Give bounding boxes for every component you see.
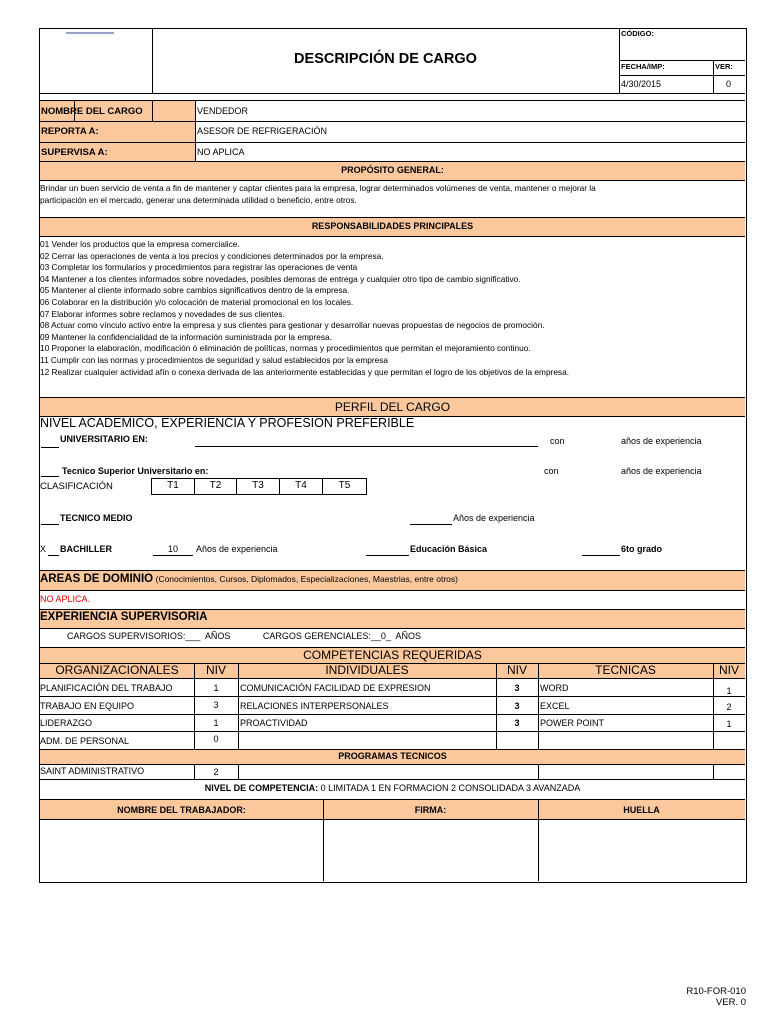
responsabilidad-item: 09 Mantener la confidencialidad de la información suministrada por la empresa. (40, 331, 332, 342)
tsu-con: con (544, 466, 559, 476)
universitario-field-line (195, 446, 538, 447)
row-line (39, 628, 745, 629)
organizacionales-header: ORGANIZACIONALES (55, 663, 179, 677)
table-row-tec-niv: 1 (726, 686, 732, 696)
huella-header: HUELLA (623, 805, 660, 815)
row-line (39, 121, 745, 122)
reporta-value: ASESOR DE REFRIGERACIÓN (197, 126, 328, 136)
tsu-anos: años de experiencia (621, 466, 702, 476)
responsabilidad-item: 02 Cerrar las operaciones de venta a los precios y condiciones determinados por la empresa. (40, 250, 384, 261)
programas-title: PROGRAMAS TECNICOS (338, 751, 447, 761)
form-code: R10-FOR-010 (686, 986, 746, 997)
areas-heading (40, 574, 458, 586)
proposito-line: Brindar un buen servicio de venta a fin de mantener y captar clientes para la empresa, lograr determinados volúmenes de venta, mantener o mejorar la (40, 183, 596, 193)
table-row-tec: EXCEL (540, 701, 570, 711)
table-row-ind-niv: 3 (514, 718, 520, 728)
table-row-org-niv: 3 (213, 700, 219, 710)
nivel-competencia-text: 0 LIMITADA 1 EN FORMACION 2 CONSOLIDADA 3 AVANZADA (320, 783, 581, 793)
table-row-org: PLANIFICACIÓN DEL TRABAJO (40, 683, 173, 693)
areas-title: AREAS DE DOMINIO (40, 573, 154, 585)
row-line (39, 819, 745, 820)
perfil-title: PERFIL DEL CARGO (334, 400, 451, 414)
header-line (619, 75, 745, 76)
row-line (39, 696, 745, 697)
reporta-label: REPORTA A: (41, 126, 99, 137)
responsabilidades-title: RESPONSABILIDADES PRINCIPALES (311, 221, 474, 231)
tecnico-medio-anos: Años de experiencia (453, 513, 535, 523)
table-row-org: TRABAJO EN EQUIPO (40, 701, 135, 711)
bachiller-years-line (153, 555, 193, 556)
bachiller-years: 10 (168, 544, 179, 554)
fecha-label: FECHA/IMP: (621, 62, 665, 71)
table-row-ind: PROACTIVIDAD (240, 718, 308, 728)
tecnicas-header: TECNICAS (595, 663, 656, 677)
nombre-cargo-value: VENDEDOR (197, 106, 249, 116)
sexto-grado-label: 6to grado (621, 544, 663, 554)
experiencia-title: EXPERIENCIA SUPERVISORIA (40, 611, 208, 623)
areas-value: NO APLICA. (40, 594, 91, 604)
table-row-org: LIDERAZGO (40, 718, 93, 728)
tsu-label: Tecnico Superior Universitario en: (62, 466, 209, 476)
responsabilidad-item: 11 Cumplir con las normas y procedimientos de seguridad y salud establecidos por la empresa (40, 355, 389, 365)
table-row-tec: WORD (540, 683, 569, 693)
row-line (39, 714, 745, 715)
logo-mark (66, 32, 114, 34)
responsabilidad-item: 12 Realizar cualquier actividad afín o conexa derivada de las anteriormente establecidas y que permitan el logro de los objetivos de la empresa. (40, 366, 570, 377)
blank-line (48, 555, 59, 556)
row-line (39, 779, 745, 780)
bachiller-mark: X (40, 544, 47, 554)
row-divider (195, 100, 196, 161)
responsabilidad-item: 04 Mantener a los clientes informados sobre novedades, posibles demoras de entrega y cualquier otro tipo de cambio significativo. (40, 273, 521, 284)
bachiller-anos: Años de experiencia (196, 544, 278, 554)
universitario-anos: años de experiencia (621, 436, 702, 446)
clasificacion-t2: T2 (194, 478, 237, 495)
blank-line (582, 555, 620, 556)
form-version: VER. 0 (715, 997, 746, 1008)
proposito-title: PROPÓSITO GENERAL: (341, 165, 444, 175)
table-row-ind-niv: 3 (514, 683, 520, 693)
header-divider (713, 60, 714, 93)
tecnico-medio-label: TECNICO MEDIO (60, 513, 133, 523)
firma-header: FIRMA: (414, 805, 447, 815)
nombre-cargo-label: NOMBRE DEL CARGO (41, 106, 143, 117)
nivel-academico-title: NIVEL ACADEMICO, EXPERIENCIA Y PROFESION PREFERIBLE (40, 416, 415, 430)
proposito-line: participación en el mercado, generar una determinada utilidad o beneficio, entre otros. (40, 195, 357, 205)
areas-subtitle: (Conocimientos, Cursos, Diplomados, Especializaciones, Maestrias, entre otros) (155, 574, 458, 584)
org-niv-header: NIV (205, 663, 226, 677)
table-row-ind: RELACIONES INTERPERSONALES (240, 701, 389, 711)
header-line (39, 93, 745, 94)
programa-niv: 2 (213, 767, 219, 777)
bachiller-label: BACHILLER (60, 544, 112, 554)
table-row-ind: COMUNICACIÓN FACILIDAD DE EXPRESION (240, 683, 431, 693)
fecha-value: 4/30/2015 (621, 79, 662, 89)
table-row-org-niv: 1 (213, 683, 219, 693)
table-row-org-niv: 0 (213, 734, 219, 744)
blank-line (41, 447, 59, 448)
blank-line (41, 476, 59, 477)
row-divider (152, 100, 153, 121)
responsabilidad-item: 06 Colaborar en la distribución y/o colocación de material promocional en los locales. (40, 297, 354, 307)
competencias-title: COMPETENCIAS REQUERIDAS (303, 648, 482, 662)
responsabilidad-item: 08 Actuar como vínculo activo entre la empresa y sus clientes para gestionar y desarrollar nuevas propuestas de negocios de promoción. (40, 320, 545, 331)
nivel-competencia-legend (40, 784, 745, 793)
blank-line (366, 555, 409, 556)
row-line (39, 731, 745, 732)
responsabilidad-item: 03 Completar los formularios y procedimientos para registrar las operaciones de venta (40, 262, 358, 273)
universitario-label: UNIVERSITARIO EN: (60, 434, 148, 444)
trabajador-header: NOMBRE DEL TRABAJADOR: (117, 805, 246, 815)
responsabilidad-item: 05 Mantener al cliente informado sobre cambios significativos dentro de la empresa. (40, 285, 350, 296)
supervisa-value: NO APLICA (197, 147, 245, 157)
row-line (39, 590, 745, 591)
ver-label: VER: (715, 62, 733, 71)
table-row-tec-niv: 1 (726, 719, 732, 729)
tec-niv-header: NIV (718, 663, 739, 677)
experiencia-line: CARGOS SUPERVISORIOS:___ AÑOS CARGOS GERENCIALES:__0_ AÑOS (67, 631, 421, 641)
nivel-competencia-label: NIVEL DE COMPETENCIA: (204, 783, 319, 793)
universitario-con: con (550, 436, 565, 446)
page-title: DESCRIPCIÓN DE CARGO (294, 51, 477, 67)
row-line (39, 236, 745, 237)
responsabilidad-item: 10 Proponer la elaboración, modificación ó eliminación de políticas, normas y procedimientos que permitan el mejoramiento continuo. (40, 343, 531, 354)
clasificacion-label: CLASIFICACIÓN (40, 481, 113, 492)
responsabilidad-item: 07 Elaborar informes sobre reclamos y novedades de sus clientes. (40, 308, 285, 319)
table-row-tec: POWER POINT (540, 718, 605, 728)
table-row-ind-niv: 3 (514, 701, 520, 711)
clasificacion-t3: T3 (236, 478, 280, 495)
table-row-org: ADM. DE PERSONAL (40, 736, 130, 746)
ver-value: 0 (726, 79, 732, 89)
individuales-header: INDIVIDUALES (325, 663, 409, 677)
row-line (39, 764, 745, 765)
ind-niv-header: NIV (506, 663, 527, 677)
row-line (39, 142, 745, 143)
programa-name: SAINT ADMINISTRATIVO (40, 766, 145, 776)
supervisa-label: SUPERVISA A: (41, 147, 108, 158)
row-line (39, 678, 745, 679)
blank-line (410, 524, 452, 525)
clasificacion-t5: T5 (322, 478, 367, 495)
clasificacion-t4: T4 (279, 478, 323, 495)
table-row-tec-niv: 2 (726, 702, 732, 712)
educacion-basica-label: Educación Básica (410, 544, 488, 554)
blank-line (41, 524, 59, 525)
responsabilidad-item: 01 Vender los productos que la empresa comercialice. (40, 239, 240, 249)
row-line (39, 180, 745, 181)
codigo-label: CÓDIGO: (621, 29, 654, 38)
table-row-org-niv: 1 (213, 718, 219, 728)
header-line (619, 60, 745, 61)
clasificacion-t1: T1 (151, 478, 195, 495)
